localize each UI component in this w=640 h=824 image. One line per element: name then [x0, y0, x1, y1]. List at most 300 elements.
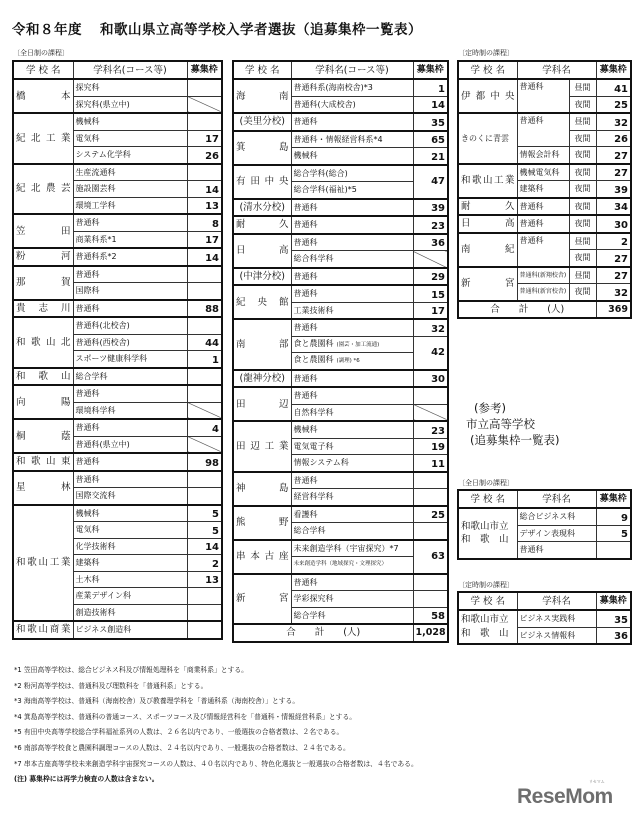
quota-cell: 39: [596, 181, 631, 198]
dept-cell: 施設園芸科: [73, 181, 187, 198]
table-row: [458, 233, 631, 250]
table-row: [233, 506, 448, 523]
session-cell: 昼間: [569, 233, 596, 250]
title-year: 令和８年度: [12, 22, 82, 38]
quota-cell: [413, 251, 448, 268]
ref-part-time-table: [457, 591, 632, 645]
quota-cell: 32: [596, 284, 631, 301]
table-row: [233, 199, 448, 217]
dept-cell: 普通科(新宮校舎): [517, 284, 569, 301]
table-row: [13, 471, 222, 488]
quota-cell: 14: [187, 248, 222, 266]
dept-cell: 総合学科: [291, 523, 413, 540]
quota-cell: 44: [187, 334, 222, 351]
part-time-section-label: 〔定時制の課程〕: [458, 49, 514, 57]
document-title: [12, 18, 422, 38]
dept-cell: 総合学科(福祉)*5: [291, 182, 413, 199]
dept-cell: 食と農園科 (調理) *6: [291, 353, 413, 370]
quota-cell: 5: [187, 522, 222, 539]
quota-cell: 17: [187, 130, 222, 147]
dept-cell: 未来創造学科（地域探究・文理探究）: [291, 557, 413, 574]
session-cell: 夜間: [569, 147, 596, 164]
header-school: 学 校 名: [13, 61, 73, 79]
total-value: 369: [596, 301, 631, 319]
school-name-cell: きのくに青雲: [458, 113, 517, 164]
school-name-cell: 和歌山工業: [458, 164, 517, 198]
part-time-table: [457, 60, 632, 319]
dept-cell: 機械科: [73, 505, 187, 522]
quota-cell: 9: [596, 508, 631, 525]
header-quota: 募集枠: [596, 61, 631, 79]
quota-cell: 35: [596, 610, 631, 627]
table-row: [13, 113, 222, 130]
quota-cell: 27: [596, 267, 631, 284]
header-dept: 学科名(コース等): [73, 61, 187, 79]
school-name-cell: 和歌山: [13, 368, 73, 386]
quota-cell: 36: [596, 627, 631, 644]
quota-cell: [413, 404, 448, 421]
school-name-cell: 新宮: [458, 267, 517, 301]
school-name-cell: 南部: [233, 319, 291, 370]
dept-cell: スポーツ健康科学科: [73, 351, 187, 368]
header-dept: 学科名: [517, 61, 596, 79]
quota-cell: [413, 591, 448, 608]
dept-cell: 食と農園科 (園芸・加工流通): [291, 336, 413, 353]
school-name-cell: 橋本: [13, 79, 73, 113]
quota-cell: 30: [413, 370, 448, 388]
quota-cell: 26: [596, 130, 631, 147]
session-cell: 昼間: [569, 79, 596, 96]
school-name-cell: 海南: [233, 79, 291, 113]
quota-cell: 1: [187, 351, 222, 368]
school-cell: 和歌山市立 和 歌 山: [458, 610, 517, 644]
quota-cell: 17: [413, 302, 448, 319]
school-cell: 和歌山市立 和 歌 山: [458, 508, 517, 559]
quota-cell: 36: [413, 234, 448, 251]
dept-cell: 普通科: [517, 542, 596, 559]
table-row: [13, 368, 222, 386]
dept-cell: 普通科: [291, 574, 413, 591]
reference-heading: [466, 400, 559, 448]
dept-cell: 学彩探究科: [291, 591, 413, 608]
dept-cell: 土木科: [73, 571, 187, 588]
table-row: [233, 165, 448, 182]
school-name-cell: 和歌山工業: [13, 505, 73, 622]
quota-cell: 13: [187, 571, 222, 588]
table-row: [233, 131, 448, 148]
total-label: 合 計 (人): [233, 624, 413, 642]
quota-cell: 13: [187, 197, 222, 214]
header-school: 学 校 名: [233, 61, 291, 79]
table-row: [233, 319, 448, 336]
school-name-cell: 新宮: [233, 574, 291, 625]
ref-full-time-label: 〔全日制の課程〕: [458, 479, 514, 487]
session-cell: 夜間: [569, 164, 596, 181]
quota-cell: [187, 471, 222, 488]
session-cell: 夜間: [569, 250, 596, 267]
quota-cell: [187, 604, 222, 621]
dept-cell: ビジネス創造科: [73, 621, 187, 639]
dept-cell: 普通科: [291, 319, 413, 336]
dept-cell: 自然科学科: [291, 404, 413, 421]
dept-cell: ビジネス情報科: [517, 627, 596, 644]
footnote-7: *7 串本古座高等学校未来創造学科宇宙探究コースの人数は、４０名以内であり、特色化選抜と一般選抜の合格者数は、４名である。: [14, 759, 418, 768]
part-time-body: [458, 79, 631, 301]
quota-cell: 1: [413, 79, 448, 96]
dept-cell: 電気科: [73, 130, 187, 147]
quota-cell: [413, 574, 448, 591]
total-label: 合 計 (人): [458, 301, 596, 319]
resemom-logo: リセマム ReseMom: [517, 779, 613, 808]
footnotes: [14, 663, 418, 788]
dept-cell: 総合学科: [291, 607, 413, 624]
quota-cell: 63: [413, 540, 448, 574]
school-name-cell: 紀央館: [233, 285, 291, 319]
table-row: [233, 285, 448, 302]
quota-cell: [187, 368, 222, 386]
reference-line2: (追募集枠一覧表): [470, 433, 560, 447]
dept-cell: 総合学科: [73, 368, 187, 386]
quota-cell: [187, 96, 222, 113]
dept-cell: 機械電気科: [517, 164, 569, 181]
quota-cell: 27: [596, 250, 631, 267]
quota-cell: 5: [596, 525, 631, 542]
quota-cell: 41: [596, 79, 631, 96]
table-row: [458, 198, 631, 216]
quota-cell: 11: [413, 455, 448, 472]
session-cell: 夜間: [569, 198, 596, 216]
school-name-cell: 串本古座: [233, 540, 291, 574]
dept-cell: 情報システム科: [291, 455, 413, 472]
reference-line1: 市立高等学校: [466, 417, 535, 431]
header-dept: 学科名: [517, 490, 596, 508]
school-name-cell: (美里分校): [233, 113, 291, 131]
table-row: [233, 421, 448, 438]
dept-cell: 普通科: [291, 285, 413, 302]
quota-cell: 5: [187, 505, 222, 522]
dept-cell: 電気電子科: [291, 438, 413, 455]
quota-cell: 35: [413, 113, 448, 131]
school-name-cell: 田辺工業: [233, 421, 291, 472]
school-name-cell: 紀北農芸: [13, 164, 73, 215]
dept-cell: 情報会計科: [517, 147, 569, 164]
table-row: [233, 79, 448, 96]
quota-cell: [187, 402, 222, 419]
quota-cell: [413, 489, 448, 506]
header-school: 学 校 名: [458, 592, 517, 610]
dept-cell: 生産流通科: [73, 164, 187, 181]
table-row: [13, 266, 222, 283]
school-name-cell: 神島: [233, 472, 291, 506]
session-cell: 夜間: [569, 215, 596, 233]
dept-cell: 国際科: [73, 283, 187, 300]
quota-cell: 25: [413, 506, 448, 523]
quota-cell: [413, 523, 448, 540]
dept-cell: 電気科: [73, 522, 187, 539]
table-row: [233, 234, 448, 251]
quota-cell: 47: [413, 165, 448, 199]
quota-cell: [187, 266, 222, 283]
dept-cell: 機械科: [291, 148, 413, 165]
table-row: [13, 621, 222, 639]
header-quota: 募集枠: [596, 490, 631, 508]
dept-cell: 普通科: [291, 387, 413, 404]
school-name-cell: 耐久: [233, 216, 291, 234]
table-row: [458, 79, 631, 96]
footnote-2: *2 粉河高等学校は、普通科及び理数科を「普通科系」とする。: [14, 681, 208, 690]
quota-cell: 29: [413, 268, 448, 286]
quota-cell: [187, 164, 222, 181]
quota-cell: [413, 472, 448, 489]
dept-cell: 普通科(県立中): [73, 436, 187, 453]
quota-cell: [187, 283, 222, 300]
footnote-5: *5 有田中央高等学校総合学科福祉系列の人数は、２６名以内であり、一般選抜の合格者数は、２名である。: [14, 728, 344, 737]
table-row: [13, 164, 222, 181]
quota-cell: 2: [596, 233, 631, 250]
dept-cell: 建築科: [517, 181, 569, 198]
quota-cell: [187, 385, 222, 402]
dept-cell: 看護科: [291, 506, 413, 523]
dept-cell: 工業技術科: [291, 302, 413, 319]
quota-cell: 65: [413, 131, 448, 148]
school-name-cell: 和歌山商業: [13, 621, 73, 639]
header-dept: 学科名(コース等): [291, 61, 413, 79]
table-row: [13, 385, 222, 402]
dept-cell: 普通科: [291, 472, 413, 489]
header-quota: 募集枠: [596, 592, 631, 610]
dept-cell: 普通科: [73, 385, 187, 402]
table-row: [458, 113, 631, 130]
footnote-4: *4 箕島高等学校は、普通科の普通コース、スポーツコース及び情報経営科を「普通科・情報経営科系」とする。: [14, 712, 357, 721]
table-row: [13, 300, 222, 318]
dept-cell: 普通科: [517, 113, 569, 147]
quota-cell: 30: [596, 215, 631, 233]
dept-cell: 普通科系(海南校舎)*3: [291, 79, 413, 96]
dept-cell: 普通科: [73, 419, 187, 436]
dept-cell: 建築科: [73, 555, 187, 572]
dept-cell: 普通科: [517, 198, 569, 216]
header-dept: 学科名: [517, 592, 596, 610]
quota-cell: 2: [187, 555, 222, 572]
dept-cell: 環境工学科: [73, 197, 187, 214]
quota-cell: [187, 436, 222, 453]
dept-cell: 普通科: [73, 471, 187, 488]
quota-cell: 15: [413, 285, 448, 302]
quota-cell: 58: [413, 607, 448, 624]
school-name-cell: 星林: [13, 471, 73, 505]
table-row: [233, 387, 448, 404]
table-row: [233, 540, 448, 557]
dept-cell: 機械科: [291, 421, 413, 438]
school-name-cell: 笠田: [13, 214, 73, 248]
school-name-cell: 南紀: [458, 233, 517, 267]
quota-cell: [187, 113, 222, 130]
session-cell: 夜間: [569, 96, 596, 113]
quota-cell: 19: [413, 438, 448, 455]
session-cell: 夜間: [569, 181, 596, 198]
total-value: 1,028: [413, 624, 448, 642]
table-row: [458, 164, 631, 181]
dept-cell: 普通科: [73, 266, 187, 283]
dept-cell: 普通科: [291, 370, 413, 388]
table-row: [233, 113, 448, 131]
table-row: [458, 267, 631, 284]
dept-cell: 普通科: [517, 79, 569, 113]
dept-cell: 国際交流科: [73, 488, 187, 505]
school-name-cell: 那賀: [13, 266, 73, 300]
dept-cell: 化学技術科: [73, 538, 187, 555]
ref-full-time-table: [457, 489, 632, 560]
header-school: 学 校 名: [458, 490, 517, 508]
session-cell: 夜間: [569, 284, 596, 301]
header-quota: 募集枠: [413, 61, 448, 79]
school-name-cell: 貴志川: [13, 300, 73, 318]
quota-cell: [187, 488, 222, 505]
dept-cell: 総合学科(総合): [291, 165, 413, 182]
table-row: [233, 472, 448, 489]
dept-cell: 機械科: [73, 113, 187, 130]
school-name-cell: 日高: [233, 234, 291, 268]
quota-cell: 25: [596, 96, 631, 113]
dept-cell: 商業科系*1: [73, 231, 187, 248]
quota-cell: 39: [413, 199, 448, 217]
quota-cell: 42: [413, 336, 448, 370]
dept-cell: 普通科: [291, 113, 413, 131]
title-main: 和歌山県立高等学校入学者選抜（追募集枠一覧表）: [100, 22, 422, 38]
school-name-cell: 有田中央: [233, 165, 291, 199]
reference-label: (参考): [474, 401, 506, 415]
quota-cell: 14: [187, 181, 222, 198]
table-row: [13, 248, 222, 266]
quota-cell: 32: [413, 319, 448, 336]
dept-cell: 環境科学科: [73, 402, 187, 419]
school-name-cell: 粉河: [13, 248, 73, 266]
footnote-note: (注) 募集枠には再学力検査の人数は含まない。: [14, 775, 159, 784]
quota-cell: [187, 317, 222, 334]
school-name-cell: (中津分校): [233, 268, 291, 286]
school-name-cell: 箕島: [233, 131, 291, 165]
table-row: [13, 79, 222, 96]
quota-cell: 14: [413, 96, 448, 113]
dept-cell: デザイン表現科: [517, 525, 596, 542]
quota-cell: 4: [187, 419, 222, 436]
full-time-section-label: 〔全日制の課程〕: [13, 49, 69, 57]
quota-cell: 23: [413, 216, 448, 234]
dept-cell: 普通科: [291, 268, 413, 286]
quota-cell: 27: [596, 164, 631, 181]
footnote-3: *3 海南高等学校は、普通科（海南校舎）及び教養理学科を「普通科系（海南校舎）」とする。: [14, 697, 300, 706]
dept-cell: 普通科系*2: [73, 248, 187, 266]
table-row: [233, 216, 448, 234]
school-name-cell: 向陽: [13, 385, 73, 419]
quota-cell: [413, 387, 448, 404]
dept-cell: 普通科: [73, 453, 187, 471]
table-row: [13, 453, 222, 471]
dept-cell: 普通科(大成校舎): [291, 96, 413, 113]
dept-cell: 普通科(新翔校舎): [517, 267, 569, 284]
header-quota: 募集枠: [187, 61, 222, 79]
dept-cell: 普通科(北校舎): [73, 317, 187, 334]
dept-cell: 未来創造学科（宇宙探究）*7: [291, 540, 413, 557]
dept-cell: 普通科: [291, 199, 413, 217]
quota-cell: 14: [187, 538, 222, 555]
session-cell: 昼間: [569, 113, 596, 130]
full-time-right-body: [233, 79, 448, 624]
full-time-table-left: [12, 60, 223, 640]
school-name-cell: (清水分校): [233, 199, 291, 217]
table-row: [458, 215, 631, 233]
dept-cell: 総合科学科: [291, 251, 413, 268]
school-name-cell: 熊野: [233, 506, 291, 540]
quota-cell: 88: [187, 300, 222, 318]
table-row: [13, 317, 222, 334]
dept-cell: システム化学科: [73, 147, 187, 164]
school-name-cell: 伊都中央: [458, 79, 517, 113]
quota-cell: 27: [596, 147, 631, 164]
full-time-table-right: [232, 60, 449, 643]
dept-cell: 普通科: [517, 233, 569, 267]
dept-cell: 普通科: [73, 300, 187, 318]
dept-cell: ビジネス実践科: [517, 610, 596, 627]
dept-cell: 普通科(西校舎): [73, 334, 187, 351]
table-row: [233, 574, 448, 591]
table-row: [13, 419, 222, 436]
quota-cell: [187, 79, 222, 96]
session-cell: 夜間: [569, 130, 596, 147]
school-name-cell: 和歌山東: [13, 453, 73, 471]
table-row: [233, 268, 448, 286]
dept-cell: 普通科: [291, 234, 413, 251]
quota-cell: 23: [413, 421, 448, 438]
table-row: [13, 214, 222, 231]
quota-cell: 98: [187, 453, 222, 471]
dept-cell: 総合ビジネス科: [517, 508, 596, 525]
school-name-cell: 耐久: [458, 198, 517, 216]
quota-cell: 17: [187, 231, 222, 248]
dept-cell: 創造技術科: [73, 604, 187, 621]
footnote-6: *6 南部高等学校食と農園科調理コースの人数は、２４名以内であり、一般選抜の合格者数は、２４名である。: [14, 743, 350, 752]
school-name-cell: (龍神分校): [233, 370, 291, 388]
dept-cell: 産業デザイン科: [73, 588, 187, 605]
ref-part-time-label: 〔定時制の課程〕: [458, 581, 514, 589]
header-school: 学 校 名: [458, 61, 517, 79]
school-name-cell: 田辺: [233, 387, 291, 421]
table-row: [233, 370, 448, 388]
dept-cell: 普通科: [517, 215, 569, 233]
school-name-cell: 和歌山北: [13, 317, 73, 368]
footnote-1: *1 笠田高等学校は、総合ビジネス科及び情報処理科を「商業科系」とする。: [14, 666, 248, 674]
dept-cell: 探究科: [73, 79, 187, 96]
table-row: [13, 505, 222, 522]
dept-cell: 普通科: [73, 214, 187, 231]
quota-cell: 26: [187, 147, 222, 164]
dept-cell: 普通科・情報経営科系*4: [291, 131, 413, 148]
quota-cell: 34: [596, 198, 631, 216]
quota-cell: 21: [413, 148, 448, 165]
quota-cell: [187, 621, 222, 639]
dept-cell: 普通科: [291, 216, 413, 234]
quota-cell: [187, 588, 222, 605]
school-name-cell: 紀北工業: [13, 113, 73, 164]
full-time-left-body: [13, 79, 222, 639]
dept-cell: 経営科学科: [291, 489, 413, 506]
quota-cell: [596, 542, 631, 559]
school-name-cell: 日高: [458, 215, 517, 233]
quota-cell: 8: [187, 214, 222, 231]
quota-cell: 32: [596, 113, 631, 130]
session-cell: 昼間: [569, 267, 596, 284]
school-name-cell: 桐蔭: [13, 419, 73, 453]
